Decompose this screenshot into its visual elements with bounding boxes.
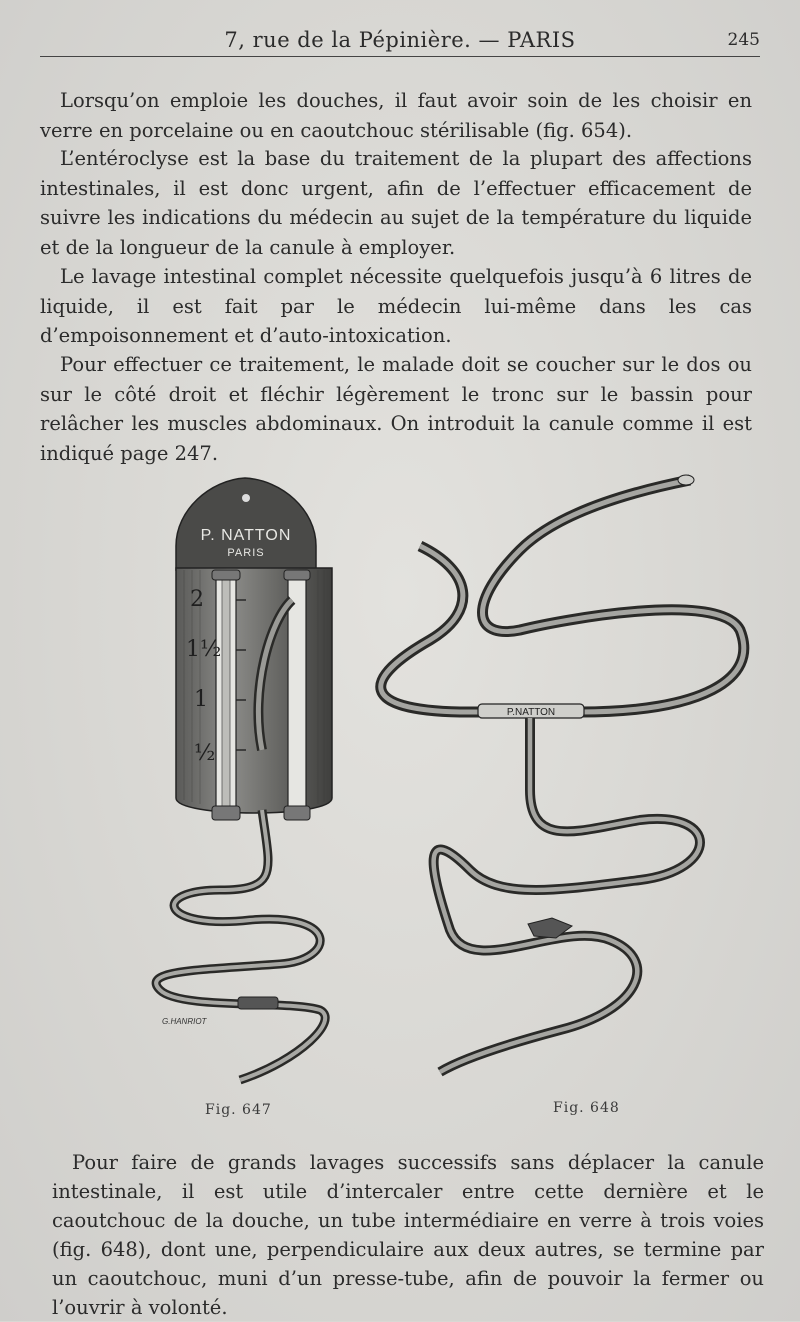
figures-illustration: [0, 450, 800, 1130]
paragraph-grands-lavages: Pour faire de grands lavages successifs sans déplacer la canule intestinale, il est utile d’intercaler entre cette dernière et le caoutchouc de la douche, un tube intermédiaire en verre à trois voies (fig. 648), dont une, perpendiculaire aux deux autres, se termine par un caoutchouc, muni d’un presse-tube, afin de pouvoir la fermer ou l’ouvrir à volonté.: [52, 1151, 764, 1319]
page-header: [40, 28, 760, 57]
figures-area: [0, 450, 800, 1130]
fig647-irrigator: [156, 478, 332, 1080]
paragraph-douches: Lorsqu’on emploie les douches, il faut avoir soin de les choisir en verre en porcelaine ou en caoutchouc stérilisable (fig. 654).: [40, 89, 752, 142]
brand-label: P. NATTON: [200, 527, 292, 544]
engraver-signature: G.HANRIOT: [162, 1017, 207, 1026]
city-label: PARIS: [227, 547, 265, 559]
running-head: 7, rue de la Pépinière. — PARIS: [224, 28, 576, 52]
hanging-hole-icon: [242, 494, 250, 502]
scale-mark-2: 2: [190, 587, 204, 612]
scale-mark-1-half: 1½: [186, 637, 222, 662]
scale-mark-1: 1: [194, 687, 208, 712]
caption-fig-647: Fig. 647: [205, 1102, 272, 1118]
paragraph-enteroclyse: L’entéroclyse est la base du traitement de la plupart des affections intestinales, il est donc urgent, afin de l’effectuer efficacement de suivre les indications du médecin au sujet de la température du liquide et de la longueur de la canule à employer.: [40, 147, 752, 259]
fig648-three-way-tube: [381, 475, 744, 1072]
page-number: 245: [727, 30, 760, 50]
tube-brand-label: P.NATTON: [506, 707, 556, 718]
paragraph-traitement: Pour effectuer ce traitement, le malade doit se coucher sur le dos ou sur le côté droit et fléchir légèrement le tronc sur le bassin pour relâcher les muscles abdominaux. On introduit la canule comme il est indiqué page 247.: [40, 353, 752, 465]
caption-fig-648: Fig. 648: [553, 1100, 620, 1116]
scale-mark-half: ½: [194, 741, 216, 766]
paragraph-lavage: Le lavage intestinal complet nécessite quelquefois jusqu’à 6 litres de liquide, il est fait par le médecin lui-même dans les cas d’empoisonnement et d’auto-intoxication.: [40, 265, 752, 347]
